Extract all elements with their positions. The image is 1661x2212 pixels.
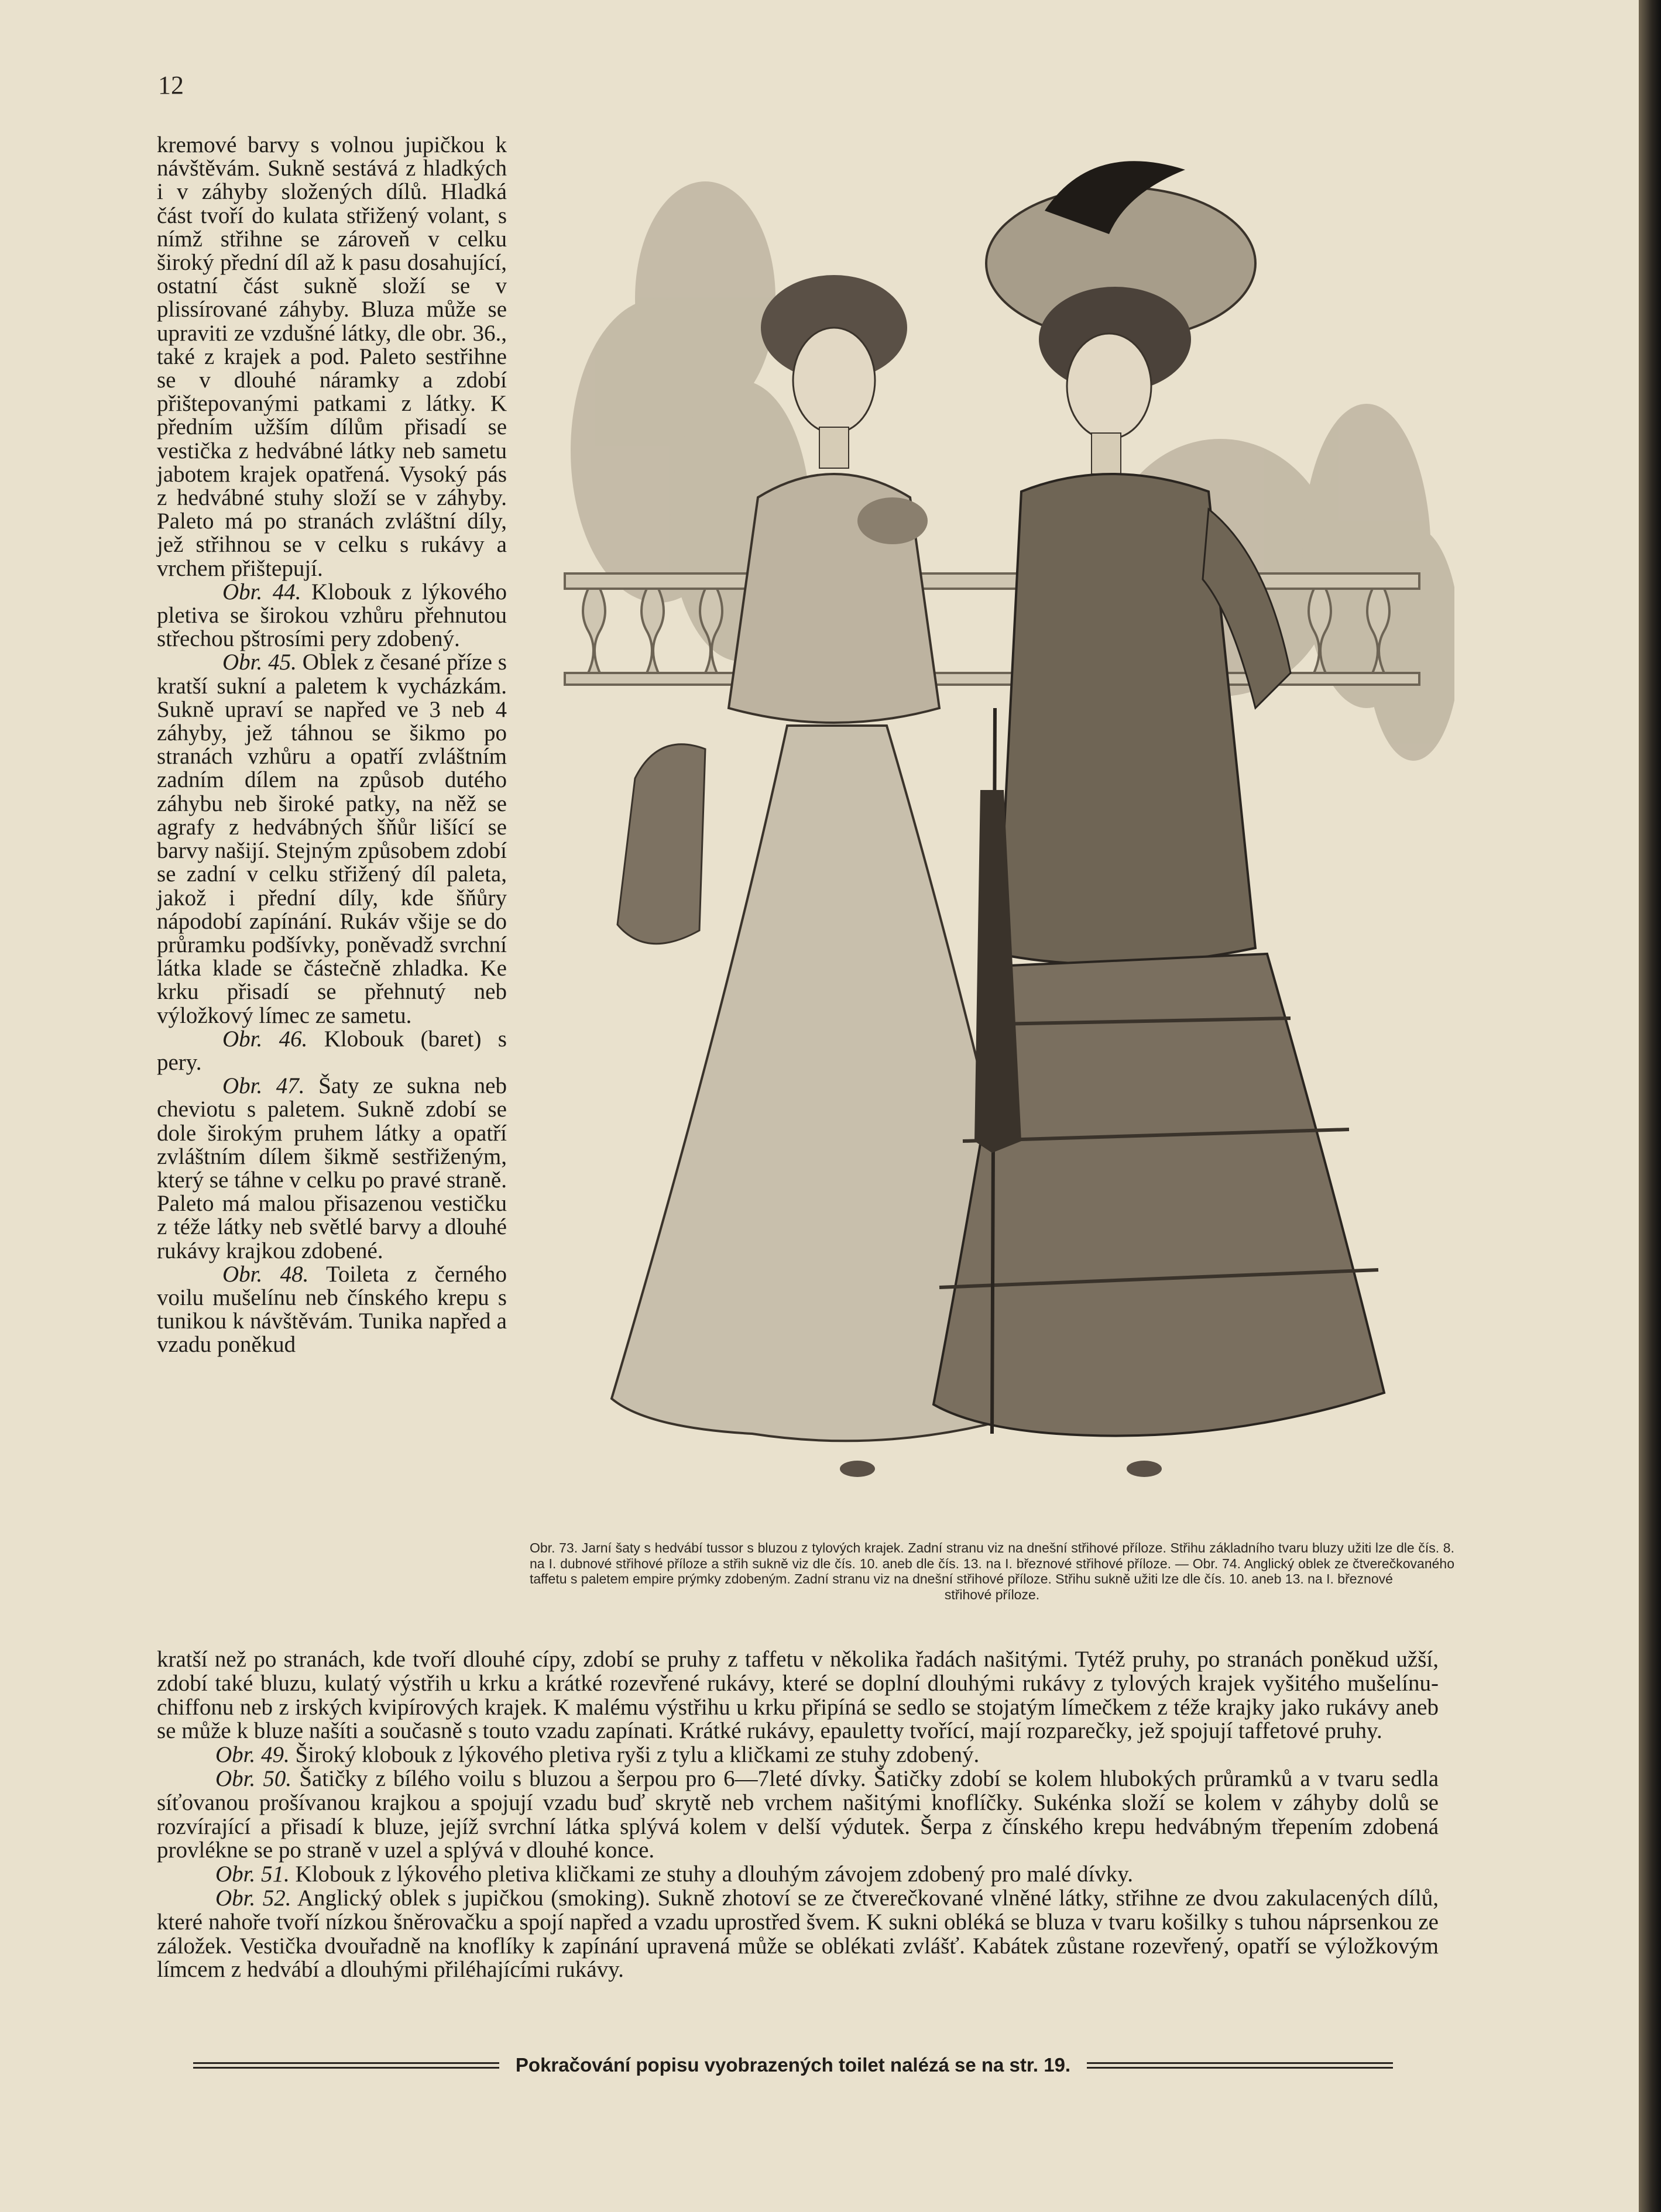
- page-edge-shadow: [1639, 0, 1661, 2212]
- fashion-illustration: [530, 146, 1454, 1533]
- continuation-note: [193, 2054, 1393, 2076]
- divider-line: [193, 2062, 499, 2069]
- text-paragraph: Obr. 45. Oblek z česané příze s kratší sukní a paletem k vycházkám. Sukně upraví se napřed ve 3 neb 4 záhyby, jež táhnou se šikmo po stranách vzhůru a opatří zvláštním zadním dílem na způsob dutého záhybu neb široké patky, na něž se agrafy z hedvábných šňůr lišící se barvy našijí. Stejným způsobem zdobí se zadní v celku střižený díl paleta, jakož i přední díly, kde šňůry nápodobí zapínání. Rukáv všije se do průramku podšívky, poněvadž svrchní látka klade se částečně zhladka. Ke krku přisadí se přehnutý neb výložkový límec ze sametu.: [157, 650, 507, 1028]
- text-paragraph: Obr. 52. Anglický oblek s jupičkou (smoking). Sukně zhotoví se ze čtverečkované vlněné látky, střihne ze dvou zakulacených dílů, které nahoře tvoří nízkou šněrovačku a spojí napřed a vzadu uprostřed švem. K sukni obléká se bluza v tvaru košilky s tuhou náprsenkou ze záložek. Vestička dvouřadně na knoflíky k zapínání upravená může se oblékati zvlášť. Kabátek zůstane rozevřený, opatří se výložkovým límcem z hedvábí a dlouhými přiléhajícími rukávy.: [157, 1885, 1439, 1983]
- text-paragraph: Obr. 47. Šaty ze sukna neb cheviotu s paletem. Sukně zdobí se dole širokým pruhem látky a opatří zvláštním dílem šikmě sestřiženým, který se táhne v celku po pravé straně. Paleto má malou přisazenou vestičku z téže látky neb světlé barvy a dlouhé rukávy krajkou zdobené.: [157, 1073, 507, 1263]
- text-paragraph: Obr. 46. Klobouk (baret) s pery.: [157, 1026, 507, 1075]
- text-paragraph: Obr. 48. Toileta z černého voilu mušelínu neb čínského krepu s tunikou k návštěvám. Tunika napřed a vzadu poněkud: [157, 1261, 507, 1358]
- text-paragraph: Obr. 50. Šatičky z bílého voilu s bluzou a šerpou pro 6—7leté dívky. Šatičky zdobí se kolem hlubokých průramků a v tvaru sedla síťovanou prošívanou krajkou a spojují vzadu buď skrytě neb vrchem našitými knoflíčky. Sukénka složí se kolem v záhyby dolů se rozvírající a přisadí k bluze, jejíž svrchní látka splývá kolem v delší výdutek. Šerpa z čínského krepu hedvábným třepením zdobená provlékne se po straně v uzel a splývá v dlouhé konce.: [157, 1766, 1439, 1863]
- text-paragraph: Obr. 49. Široký klobouk z lýkového pletiva ryši z tylu a kličkami ze stuhy zdobený.: [215, 1742, 980, 1768]
- text-paragraph: Obr. 51. Klobouk z lýkového pletiva kličkami ze stuhy a dlouhým závojem zdobený pro malé dívky.: [215, 1861, 1133, 1887]
- figure-caption: [530, 1540, 1454, 1602]
- text-paragraph: kratší než po stranách, kde tvoří dlouhé cípy, zdobí se pruhy z taffetu v několika řadách našitými. Tytéž pruhy, po stranách poněkud užší, zdobí také bluzu, kulatý výstřih u krku a krátké rozevřené rukávy, které se doplní dlouhými rukávy z tylových krajek vyšitého mušelínu-chiffonu neb z irských kvipírových krajek. K malému výstřihu u krku připíná se sedlo se stojatým límečkem z téže krajky jako rukávy aneb se může k bluze našíti a současně s touto vzadu zapínati. Krátké rukávy, epauletty tvořící, mají rozparečky, jež spojují taffetové pruhy.: [157, 1647, 1439, 1744]
- page-number: 12: [158, 71, 184, 99]
- caption-text-last: střihové příloze.: [944, 1586, 1040, 1602]
- divider-line: [1087, 2062, 1393, 2069]
- bottom-text-block: [157, 1648, 1439, 1982]
- lady-right: [934, 161, 1384, 1435]
- caption-text: Obr. 73. Jarní šaty s hedvábí tussor s bluzou z tylových krajek. Zadní stranu viz na dnešní střihové příloze. Střihu základního tvaru bluzy užiti lze dle čís. 8. na I. dubnové střihové příloze a střih sukně viz dle čís. 10. aneb dle čís. 13. na I. březnové střihové příloze. — Obr. 74. Anglický oblek ze čtverečkovaného taffetu s paletem empire prýmky zdobeným. Zadní stranu viz na dnešní střihové příloze. Střihu sukně užiti lze dle čís. 10. aneb 13. na I. březnové: [530, 1540, 1454, 1586]
- text-paragraph: Obr. 44. Klobouk z lýkového pletiva se širokou vzhůru přehnutou střechou pštrosími pery zdobený.: [157, 579, 507, 652]
- text-paragraph: kremové barvy s volnou jupičkou k návštěvám. Sukně sestává z hladkých i v záhyby složených dílů. Hladká část tvoří do kulata střižený volant, s nímž střihne se zároveň v celku široký přední díl až k pasu dosahující, ostatní část sukně složí se v plissírované záhyby. Bluza může se upraviti ze vzdušné látky, dle obr. 36., také z krajek a pod. Paleto sestřihne se v dlouhé náramky a zdobí přištepovanými patkami z látky. K předním užším dílům přisadí se vestička z hedvábné látky neb sametu jabotem krajek opatřená. Vysoký pás z hedvábné stuhy složí se v záhyby. Paleto má po stranách zvláštní díly, jež střihnou se v celku s rukávy a vrchem přištepují.: [157, 132, 507, 581]
- left-text-column: [157, 133, 507, 1357]
- continuation-text: Pokračování popisu vyobrazených toilet nalézá se na str. 19.: [515, 2054, 1071, 2076]
